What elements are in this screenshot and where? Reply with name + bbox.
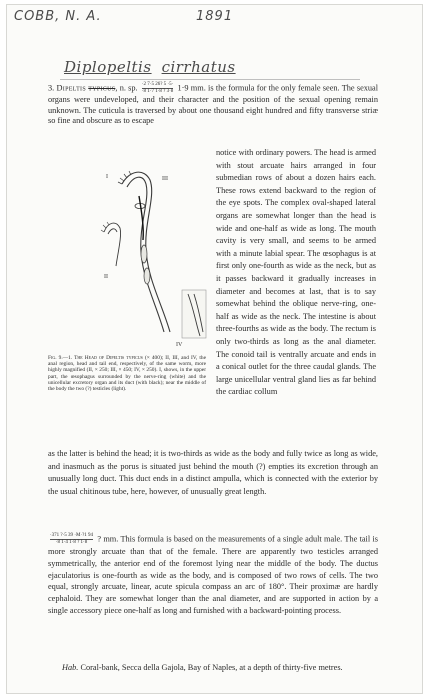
figure-caption [48,355,206,392]
female-formula-top: ·2 7·5 26? 5 ·5· [141,82,174,87]
figure-label-iv: IV [176,342,183,348]
description-lead: 3. Dipeltis typicus, n. sp. $\frac{\cdot 2 7\cdot 5 26? 5 \cdot 5\cdot}{\cdot 8 1\cdot 7 1\cdot 8 ? 3\cdot 8}$ 1·9 mm. is the formula for the only female seen. The sexual organs were undeveloped, and their character and the position of the sexual opening remain unknown. The cuticula is traversed by about one thousand eight hundred and fifty transverse striæ so fine and obscure as to escape [48,82,379,126]
male-text: This formula is based on the measurements of a single adult male. The tail is more strongly arcuate than that of the female. There are apparently two testicles arranged symmetrically, the anterior end of the foremost lying near the middle of the body. The ductus ejaculatorius is one-fourth as wide as the body, and is composed of two rows of cells. The two equal, strongly arcuate, linear, acute spicula compass an arc of 180°. Their proximæ are hardly cephaloid. They are somewhat longer than the anal diameter, and are supported in action by a single accessory piece one-half as long and furnished with a backward-pointing process. [48,534,378,615]
habitat [48,662,378,673]
worm-head-hairs [118,171,131,184]
male-description [48,533,378,617]
testicle-two [144,268,150,284]
figure-label-i: I [106,174,108,180]
inset-tail [182,290,206,338]
figure-label-ii: II [104,274,108,280]
description-continuation [48,448,378,498]
female-formula [142,82,173,95]
nematode-figure [100,162,212,352]
male-formula-bottom: ·8 1·4 1·8 ? 1·8 [55,540,88,545]
continuation-paragraph: as the latter is behind the head; it is two-thirds as wide as the body and fully twice as long as wide, and inasmuch as the porus is situated just behind the mouth (?) empties its excretion through an unusually long duct. This duct ends in a distinct ampulla, which is connected with the exterior by the usual chitinous tube, here, however, of unusually great length. [48,449,378,496]
male-formula [50,533,93,546]
species-genus: Dipeltis [56,83,86,93]
testicle-one [141,245,147,263]
figure-caption-lead: Fig. 9.—1. The Head of Dipeltis typicus [48,355,143,361]
divider-line [60,79,360,80]
handwritten-author: COBB, N. A. [14,9,102,24]
species-struck-word: typicus [88,83,116,93]
handwritten-year: 1891 [196,9,234,24]
taxon-genus: Diplopeltis [64,58,152,76]
habitat-label: Hab. [62,663,79,672]
female-formula-size: 1·9 mm. [177,83,206,93]
species-rank: n. sp. [119,83,138,93]
inset-head [101,222,121,266]
male-formula-top: ·371 ?·5 39 ·M·?1 94 [50,533,94,538]
figure-caption-text: (× 400); II, III, and IV, the anal region, head and tail end, respectively, of the same worm, more highly magnified (II, × 250; III, × 450; IV, × 250). I, shows, in the upper part, the œsophagus surrounded by the nerve-ring (white) and the unicellular excretory organ and its duct (with black); near the middle of the body the two (?) testicles (light). [48,355,206,393]
habitat-text: Coral-bank, Secca della Gajola, Bay of Naples, at a depth of thirty-five metres. [80,663,343,672]
right-column-paragraph: notice with ordinary powers. The head is armed with stout arcuate hairs arranged in four submedian rows of about a dozen hairs each. These rows extend backward to the region of the eye spots. The complex oval-shaped lateral organs are somewhat longer than the head is wide and one-half as wide as long. The mouth cavity is very small, and seems to be armed with a minute labial spear. The œsophagus is at first only one-fourth as wide as the neck, but as it passes backward it gradually increases in diameter and becomes at last, that is to say somewhat behind the oblique nerve-ring, one-half as wide as the neck. The intestine is about three-fourths as wide as the body. The rectum is only two-thirds as long as the anal diameter. The conoid tail is ventrally arcuate and ends in a conical outlet for the three caudal glands. The large unicellular ventral gland lies as far behind the cardiac collum [216,148,376,397]
male-formula-size: ? mm. [97,534,119,544]
handwritten-taxon [64,58,236,76]
species-number: 3. [48,83,55,93]
female-formula-bottom: ·8 1·7 1·8 ? 3·8 [141,89,174,94]
figure-label-iii: III [162,176,168,182]
lead-text: is the formula for the only female seen. The sexual organs were undeveloped, and their character and the position of the sexual opening remain unknown. The cuticula is traversed by about one thousand eight hundred and fifty transverse striæ so fine and obscure as to escape [48,83,379,126]
taxon-species: cirrhatus [161,58,236,76]
right-column-text [216,147,376,399]
